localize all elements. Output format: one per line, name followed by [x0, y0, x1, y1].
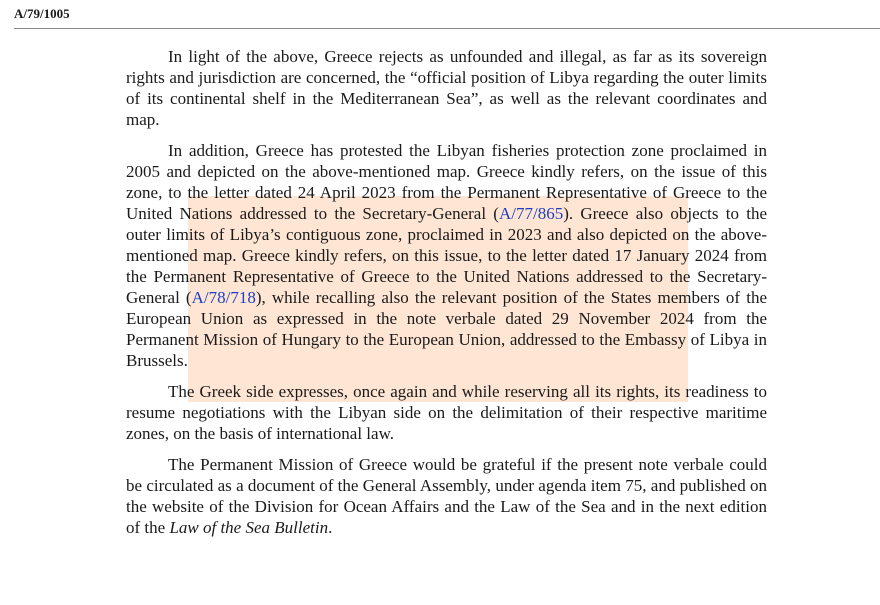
bulletin-title: Law of the Sea Bulletin: [169, 518, 329, 537]
paragraph-4-text-after: .: [328, 518, 333, 537]
paragraph-1-text: In light of the above, Greece rejects as unfounded and illegal, as far as its sovereign rights and jurisdiction are concerned, the “official position of Libya regarding the outer limits of its continental shelf in the Mediterranean Sea”, as well as the relevant coordinates and map.: [126, 47, 767, 129]
paragraph-2-part3: ), while recalling also the relevant position of the States members of the European Union as expressed in the note verbale dated 29 November 2024 from the Permanent Mission of Hungary to the European Union, addressed to the Embassy of Libya in Brussels.: [126, 288, 767, 370]
document-body: [126, 46, 767, 548]
paragraph-3: [126, 381, 767, 444]
paragraph-4: [126, 454, 767, 538]
document-symbol: A/79/1005: [14, 6, 70, 21]
header-divider: [14, 28, 880, 29]
paragraph-2-part1: In addition, Greece has protested the Libyan fisheries protection zone proclaimed in 2005 and depicted on the above-mentioned map. Greece kindly refers, on the issue of this zone, to the letter dated 24 April 2023 from the Permanent Representative of Greece to the United Nations addressed to the Secretary-General (: [126, 141, 767, 223]
paragraph-2-part2: ). Greece also objects to the outer limits of Libya’s contiguous zone, proclaimed in 2023 and also depicted on the above-mentioned map. Greece kindly refers, on this issue, to the letter dated 17 January 2024 from the Permanent Representative of Greece to the United Nations addressed to the Secretary-General (: [126, 204, 767, 307]
doc-link-a-77-865[interactable]: A/77/865: [498, 204, 564, 223]
paragraph-3-text: The Greek side expresses, once again and while reserving all its rights, its readiness to resume negotiations with the Libyan side on the delimitation of their respective maritime zones, on the basis of international law.: [126, 382, 767, 443]
paragraph-2: [126, 140, 767, 371]
doc-link-a-78-718[interactable]: A/78/718: [191, 288, 256, 307]
paragraph-4-text-before: The Permanent Mission of Greece would be grateful if the present note verbale could be circulated as a document of the General Assembly, under agenda item 75, and published on the website of the Division for Ocean Affairs and the Law of the Sea and in the next edition of the: [126, 455, 767, 537]
paragraph-1: [126, 46, 767, 130]
